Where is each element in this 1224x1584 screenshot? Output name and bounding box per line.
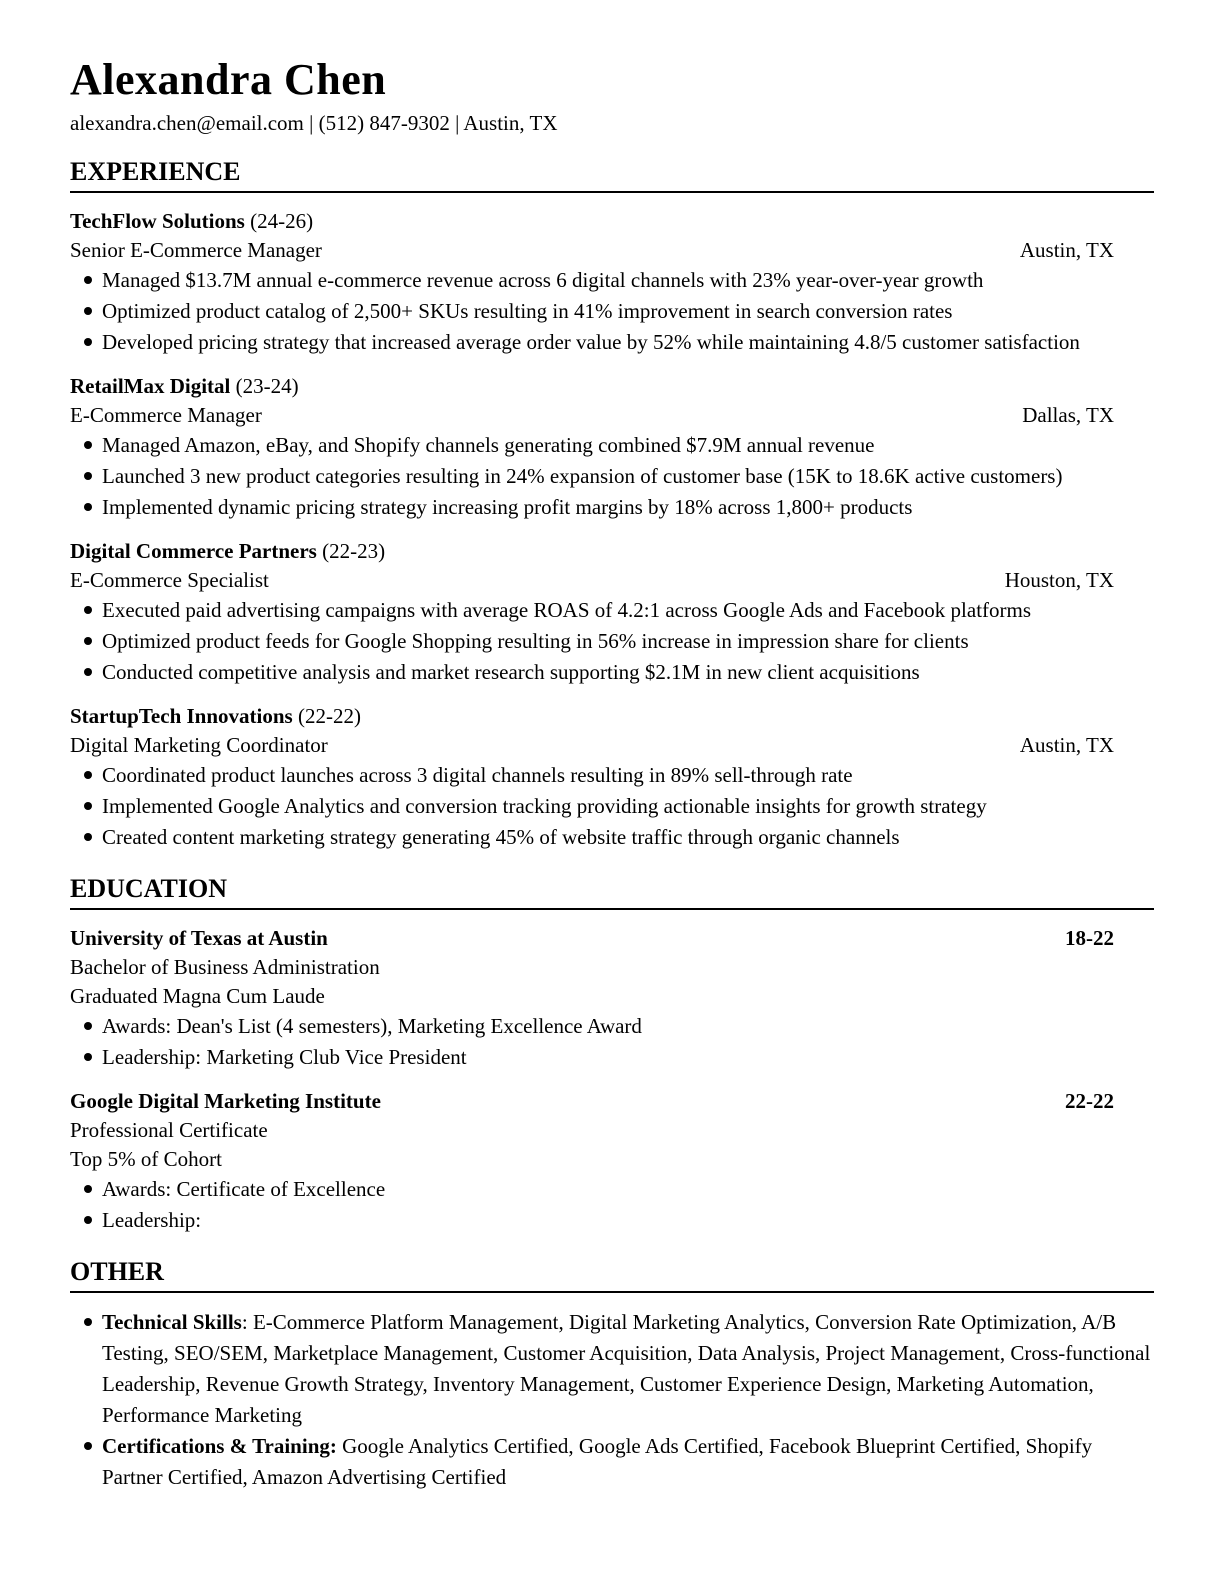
bullet-item	[70, 595, 1154, 626]
company-name: Digital Commerce Partners	[70, 539, 317, 563]
job-bullets	[70, 265, 1154, 358]
bullet-item	[70, 1174, 1154, 1205]
bullet-dot-icon	[84, 802, 92, 810]
education-entry-ut-austin	[70, 924, 1154, 1073]
bullet-item	[70, 791, 1154, 822]
job-role: E-Commerce Specialist	[70, 568, 269, 592]
job-bullets	[70, 595, 1154, 688]
section-title-other: OTHER	[70, 1258, 1154, 1293]
bullet-text: Created content marketing strategy generating 45% of website traffic through organic channels	[102, 825, 900, 849]
bullet-dot-icon	[84, 276, 92, 284]
job-bullets	[70, 760, 1154, 853]
bullet-item	[70, 1205, 1154, 1236]
bullet-item	[70, 265, 1154, 296]
skills-label: Technical Skills	[102, 1310, 242, 1334]
company-line	[70, 372, 1154, 401]
bullet-dot-icon	[84, 1053, 92, 1061]
company-dates: (24-26)	[250, 209, 314, 233]
bullet-text: Leadership: Marketing Club Vice President	[102, 1045, 467, 1069]
bullet-item	[70, 430, 1154, 461]
job-location: Dallas, TX	[1022, 403, 1114, 427]
role-line	[70, 401, 1154, 430]
bullet-text: Implemented Google Analytics and conversion tracking providing actionable insights for growth strategy	[102, 794, 987, 818]
education-bullets	[70, 1011, 1154, 1073]
job-location: Austin, TX	[1019, 733, 1114, 757]
bullet-dot-icon	[84, 668, 92, 676]
job-entry-retailmax	[70, 372, 1154, 523]
role-line	[70, 236, 1154, 265]
school-name: Google Digital Marketing Institute	[70, 1089, 381, 1113]
bullet-text: Coordinated product launches across 3 digital channels resulting in 89% sell-through rate	[102, 763, 853, 787]
role-line	[70, 731, 1154, 760]
bullet-dot-icon	[84, 771, 92, 779]
bullet-item	[70, 657, 1154, 688]
bullet-text	[102, 1307, 1154, 1431]
bullet-item	[70, 822, 1154, 853]
school-years: 22-22	[1065, 1089, 1114, 1113]
bullet-dot-icon	[84, 1318, 92, 1326]
job-entry-digital-commerce	[70, 537, 1154, 688]
section-title-experience: EXPERIENCE	[70, 158, 1154, 193]
company-dates: (22-22)	[297, 704, 361, 728]
degree-line: Professional Certificate	[70, 1118, 268, 1142]
certifications-text: Google Analytics Certified, Google Ads Certified, Facebook Blueprint Certified, Shopify Partner Certified, Amazon Advertising Certified	[102, 1434, 1093, 1489]
bullet-dot-icon	[84, 1185, 92, 1193]
bullet-dot-icon	[84, 637, 92, 645]
company-line	[70, 702, 1154, 731]
bullet-text: Managed Amazon, eBay, and Shopify channels generating combined $7.9M annual revenue	[102, 433, 875, 457]
bullet-text: Launched 3 new product categories resulting in 24% expansion of customer base (15K to 18.6K active customers)	[102, 464, 1063, 488]
contact-line: alexandra.chen@email.com | (512) 847-9302 | Austin, TX	[70, 111, 558, 135]
job-role: Digital Marketing Coordinator	[70, 733, 328, 757]
job-entry-techflow	[70, 207, 1154, 358]
bullet-item	[70, 296, 1154, 327]
bullet-dot-icon	[84, 833, 92, 841]
bullet-text: Managed $13.7M annual e-commerce revenue across 6 digital channels with 23% year-over-year growth	[102, 268, 984, 292]
job-entry-startuptech	[70, 702, 1154, 853]
other-section-body	[70, 1307, 1154, 1493]
bullet-item-certifications	[70, 1431, 1154, 1493]
bullet-item-technical-skills	[70, 1307, 1154, 1431]
school-name: University of Texas at Austin	[70, 926, 328, 950]
bullet-text: Optimized product catalog of 2,500+ SKUs resulting in 41% improvement in search conversion rates	[102, 299, 953, 323]
job-role: Senior E-Commerce Manager	[70, 238, 322, 262]
bullet-text: Leadership:	[102, 1208, 202, 1232]
honors-line: Top 5% of Cohort	[70, 1147, 222, 1171]
bullet-dot-icon	[84, 338, 92, 346]
certifications-label: Certifications & Training:	[102, 1434, 337, 1458]
other-bullets	[70, 1307, 1154, 1493]
company-dates: (23-24)	[235, 374, 299, 398]
bullet-item	[70, 1042, 1154, 1073]
bullet-dot-icon	[84, 1216, 92, 1224]
school-years: 18-22	[1065, 926, 1114, 950]
bullet-text	[102, 1431, 1154, 1493]
bullet-text: Awards: Dean's List (4 semesters), Marketing Excellence Award	[102, 1014, 642, 1038]
bullet-dot-icon	[84, 472, 92, 480]
bullet-text: Conducted competitive analysis and market research supporting $2.1M in new client acquisitions	[102, 660, 920, 684]
bullet-text: Awards: Certificate of Excellence	[102, 1177, 386, 1201]
bullet-dot-icon	[84, 441, 92, 449]
job-location: Austin, TX	[1019, 238, 1114, 262]
role-line	[70, 566, 1154, 595]
bullet-text: Optimized product feeds for Google Shopping resulting in 56% increase in impression share for clients	[102, 629, 969, 653]
skills-text: : E-Commerce Platform Management, Digital Marketing Analytics, Conversion Rate Optimization, A/B Testing, SEO/SEM, Marketplace Management, Customer Acquisition, Data Analysis, Project Management, Cross-functional Leadership, Revenue Growth Strategy, Inventory Management, Customer Experience Design, Marketing Automation, Performance Marketing	[102, 1310, 1151, 1427]
bullet-item	[70, 760, 1154, 791]
bullet-text: Developed pricing strategy that increased average order value by 52% while maintaining 4.8/5 customer satisfaction	[102, 330, 1080, 354]
bullet-item	[70, 1011, 1154, 1042]
bullet-item	[70, 461, 1154, 492]
bullet-dot-icon	[84, 1022, 92, 1030]
bullet-dot-icon	[84, 307, 92, 315]
bullet-dot-icon	[84, 1442, 92, 1450]
bullet-dot-icon	[84, 606, 92, 614]
honors-line: Graduated Magna Cum Laude	[70, 984, 325, 1008]
degree-line: Bachelor of Business Administration	[70, 955, 380, 979]
job-location: Houston, TX	[1004, 568, 1114, 592]
company-name: RetailMax Digital	[70, 374, 231, 398]
candidate-name: Alexandra Chen	[70, 55, 387, 104]
section-title-education: EDUCATION	[70, 875, 1154, 910]
education-bullets	[70, 1174, 1154, 1236]
bullet-text: Executed paid advertising campaigns with average ROAS of 4.2:1 across Google Ads and Facebook platforms	[102, 598, 1032, 622]
bullet-dot-icon	[84, 503, 92, 511]
school-line	[70, 1087, 1154, 1116]
bullet-item	[70, 492, 1154, 523]
job-role: E-Commerce Manager	[70, 403, 262, 427]
education-entry-google-institute	[70, 1087, 1154, 1236]
company-name: StartupTech Innovations	[70, 704, 293, 728]
school-line	[70, 924, 1154, 953]
bullet-item	[70, 327, 1154, 358]
company-line	[70, 537, 1154, 566]
company-line	[70, 207, 1154, 236]
company-dates: (22-23)	[322, 539, 386, 563]
company-name: TechFlow Solutions	[70, 209, 245, 233]
bullet-item	[70, 626, 1154, 657]
job-bullets	[70, 430, 1154, 523]
bullet-text: Implemented dynamic pricing strategy increasing profit margins by 18% across 1,800+ products	[102, 495, 913, 519]
